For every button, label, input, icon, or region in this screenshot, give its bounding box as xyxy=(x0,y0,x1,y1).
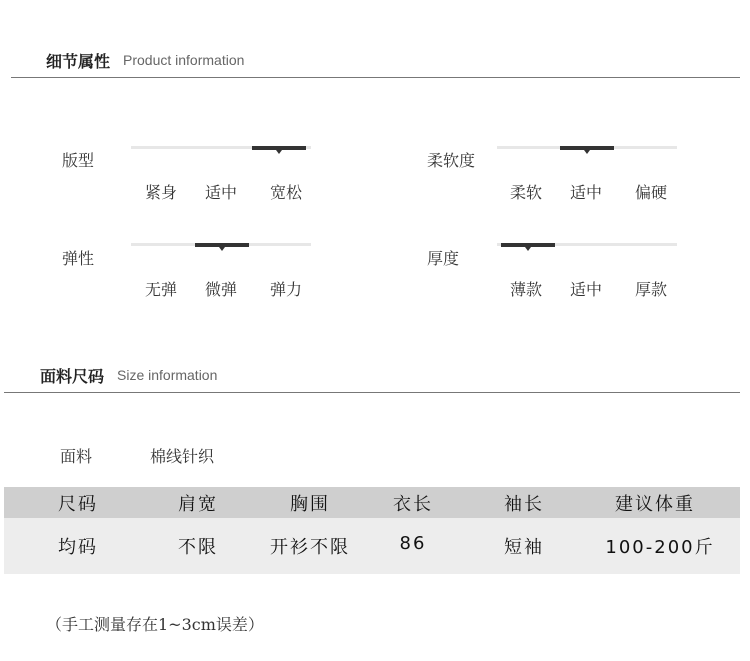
attribute-label: 版型 xyxy=(62,151,95,170)
table-cell: 100-200斤 xyxy=(605,537,715,558)
table-header-cell: 肩宽 xyxy=(178,494,218,515)
attribute-option: 宽松 xyxy=(270,183,303,202)
attribute-option: 厚款 xyxy=(635,280,668,299)
attribute-option: 无弹 xyxy=(145,280,178,299)
table-header-cell: 胸围 xyxy=(290,494,330,515)
attribute-option: 偏硬 xyxy=(635,183,668,202)
attribute-option: 弹力 xyxy=(270,280,303,299)
attribute-label: 厚度 xyxy=(427,249,460,268)
attribute-option: 适中 xyxy=(570,183,603,202)
attribute-option: 柔软 xyxy=(510,183,543,202)
attribute-selected-marker xyxy=(501,243,555,247)
attribute-option: 适中 xyxy=(570,280,603,299)
table-header-cell: 建议体重 xyxy=(615,494,695,515)
table-header-cell: 袖长 xyxy=(504,494,544,515)
measurement-note: （手工测量存在1~3cm误差） xyxy=(46,615,264,634)
table-cell: 开衫不限 xyxy=(270,537,350,558)
attribute-option: 紧身 xyxy=(145,183,178,202)
size-section-title: 面料尺码 xyxy=(40,367,105,386)
size-section-divider xyxy=(4,392,740,393)
table-header-cell: 尺码 xyxy=(58,494,98,515)
table-cell: 86 xyxy=(399,533,427,554)
table-header-cell: 衣长 xyxy=(393,494,433,515)
attribute-selected-marker xyxy=(195,243,249,247)
fabric-label: 面料 xyxy=(60,447,93,466)
detail-section-title: 细节属性 xyxy=(46,52,111,71)
attribute-option: 薄款 xyxy=(510,280,543,299)
attribute-selected-marker xyxy=(252,146,306,150)
table-cell: 均码 xyxy=(58,537,98,558)
detail-section-divider xyxy=(11,77,740,78)
attribute-selected-marker xyxy=(560,146,614,150)
attribute-label: 柔软度 xyxy=(427,151,476,170)
table-cell: 短袖 xyxy=(504,537,544,558)
attribute-option: 适中 xyxy=(205,183,238,202)
attribute-label: 弹性 xyxy=(62,249,95,268)
detail-section-subtitle: Product information xyxy=(123,52,245,68)
fabric-value: 棉线针织 xyxy=(150,447,215,466)
table-cell: 不限 xyxy=(178,537,218,558)
size-section-subtitle: Size information xyxy=(117,367,218,383)
attribute-option: 微弹 xyxy=(205,280,238,299)
